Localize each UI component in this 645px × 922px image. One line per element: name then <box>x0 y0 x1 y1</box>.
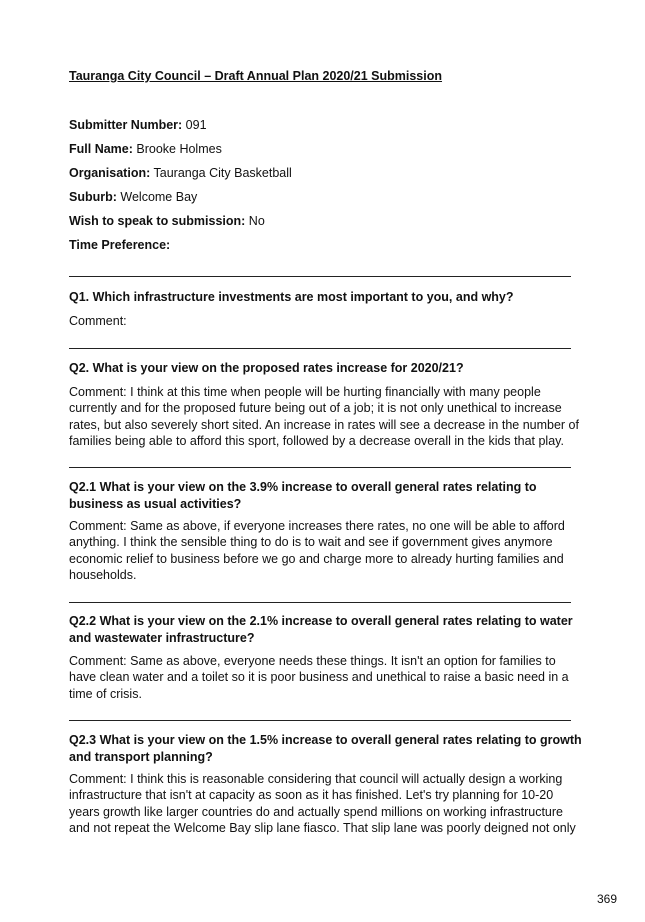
submitter-number-field <box>69 118 207 132</box>
comment-q2-2: Comment: Same as above, everyone needs these things. It isn't an option for families to have clean water and a toilet so it is poor business and unethical to raise a basic need in a time of crisis. <box>69 654 569 701</box>
field-value: 091 <box>182 118 207 132</box>
time-preference-field <box>69 238 170 252</box>
question-q2-2: Q2.2 What is your view on the 2.1% increase to overall general rates relating to water and wastewater infrastructure? <box>69 614 573 645</box>
section-divider <box>69 720 571 721</box>
field-label: Time Preference: <box>69 238 171 252</box>
question-q2-3: Q2.3 What is your view on the 1.5% increase to overall general rates relating to growth and transport planning? <box>69 733 582 764</box>
section-divider <box>69 348 571 349</box>
field-label: Organisation: <box>69 166 151 180</box>
field-label: Full Name: <box>69 142 133 156</box>
section-divider <box>69 276 571 277</box>
organisation-field <box>69 166 292 180</box>
comment-q1: Comment: <box>69 314 127 328</box>
page-number: 369 <box>597 892 618 906</box>
field-value: Brooke Holmes <box>132 142 222 156</box>
field-label: Suburb: <box>69 190 117 204</box>
section-divider <box>69 467 571 468</box>
comment-q2-1: Comment: Same as above, if everyone increases there rates, no one will be able to afford anything. I think the sensible thing to do is to wait and see if government gives anymore economic relief to business before we go and charge more to already hurting families and households. <box>69 519 565 583</box>
full-name-field <box>69 142 222 156</box>
field-value: Welcome Bay <box>116 190 198 204</box>
comment-q2: Comment: I think at this time when people will be hurting financially with many people currently and for the proposed future being out of a job; it is not only unethical to increase rates, but also severely short sited. An increase in rates will see a decrease in the number of families being able to afford this sport, followed by a decrease overall in the kids that play. <box>69 385 579 449</box>
field-label: Wish to speak to submission: <box>69 214 246 228</box>
wish-to-speak-field <box>69 214 265 228</box>
suburb-field <box>69 190 197 204</box>
document-title: Tauranga City Council – Draft Annual Plan 2020/21 Submission <box>69 69 443 83</box>
question-q2-1: Q2.1 What is your view on the 3.9% increase to overall general rates relating to business as usual activities? <box>69 480 537 511</box>
question-q2: Q2. What is your view on the proposed rates increase for 2020/21? <box>69 361 464 375</box>
section-divider <box>69 602 571 603</box>
comment-q2-3: Comment: I think this is reasonable considering that council will actually design a working infrastructure that isn't at capacity as soon as it has finished. Let's try planning for 10-20 years growth like larger countries do and actually spend millions on working infrastructure and not repeat the Welcome Bay slip lane fiasco. That slip lane was poorly deigned not only <box>69 772 576 836</box>
field-value: Tauranga City Basketball <box>150 166 292 180</box>
field-label: Submitter Number: <box>69 118 183 132</box>
field-value: No <box>245 214 265 228</box>
question-q1: Q1. Which infrastructure investments are most important to you, and why? <box>69 290 514 304</box>
